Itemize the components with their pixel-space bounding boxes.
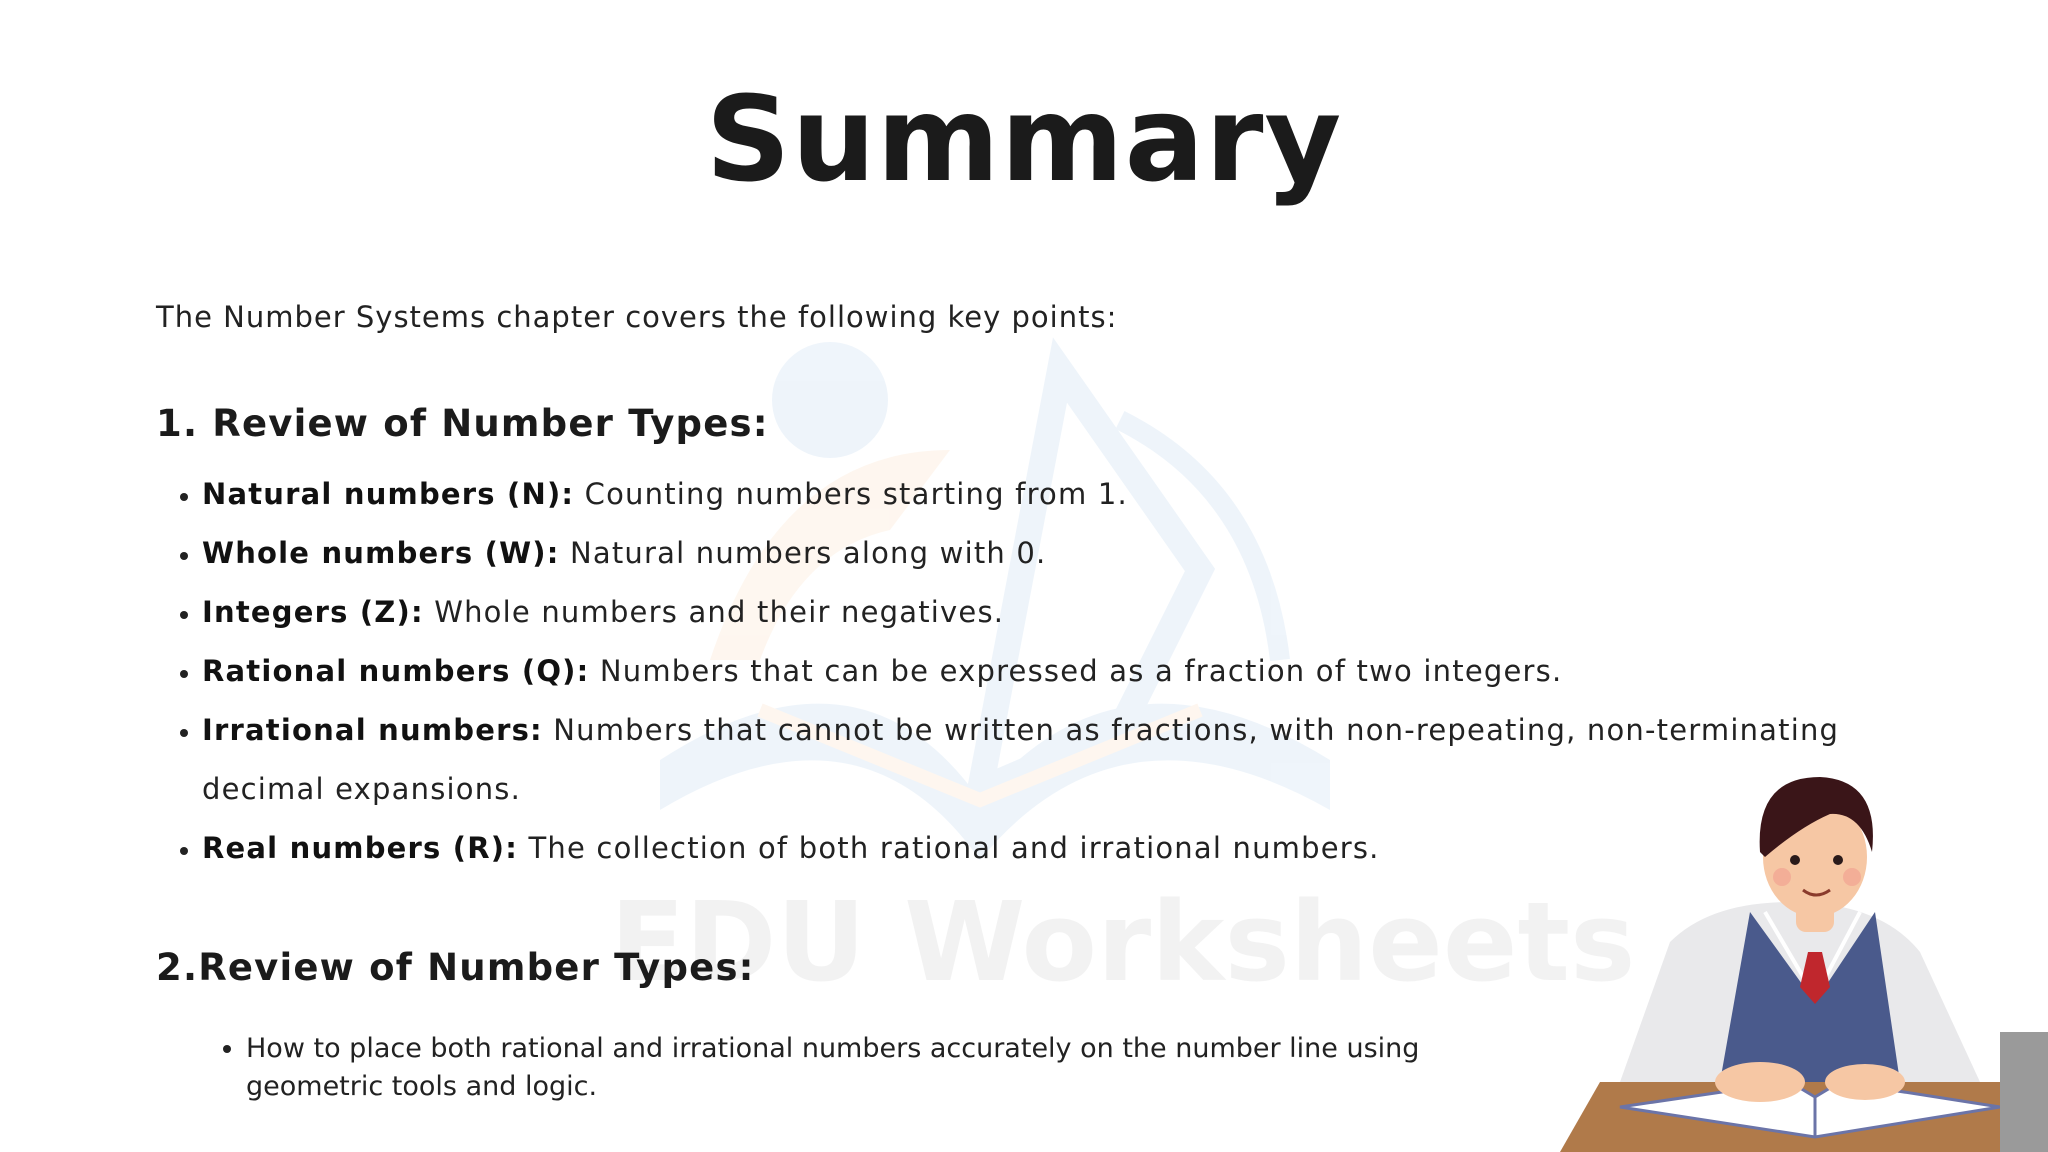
term-label: Real numbers (R): [202,831,519,865]
watermark-text: EDU Worksheets [610,878,1636,1006]
term-label: Natural numbers (N): [202,477,575,511]
intro-text: The Number Systems chapter covers the following key points: [156,300,1118,334]
student-reading-icon [1560,752,2048,1152]
section-2-heading: 2.Review of Number Types: [156,946,755,989]
term-description: Whole numbers and their negatives. [423,595,1005,629]
term-label: Integers (Z): [202,595,424,629]
list-item [202,583,1922,642]
number-line-list [222,1030,1466,1106]
list-item: • How to place both rational and irrational numbers accurately on the number line using geometric tools and logic. [246,1030,1466,1106]
term-description: Counting numbers starting from 1. [574,477,1128,511]
term-label: Whole numbers (W): [202,536,560,570]
term-description: Numbers that can be expressed as a fraction of two integers. [589,654,1563,688]
term-label: Irrational numbers: [202,713,543,747]
term-label: Rational numbers (Q): [202,654,590,688]
list-item [202,642,1922,701]
list-item [202,465,1922,524]
term-description: Numbers that cannot be written as fractions, with non-repeating, non-terminating decimal expansions. [202,713,1840,806]
page-title: Summary [705,70,1343,208]
term-description: The collection of both rational and irrational numbers. [518,831,1380,865]
section-1-heading: 1. Review of Number Types: [156,402,769,445]
term-description: Natural numbers along with 0. [559,536,1047,570]
list-item [202,524,1922,583]
